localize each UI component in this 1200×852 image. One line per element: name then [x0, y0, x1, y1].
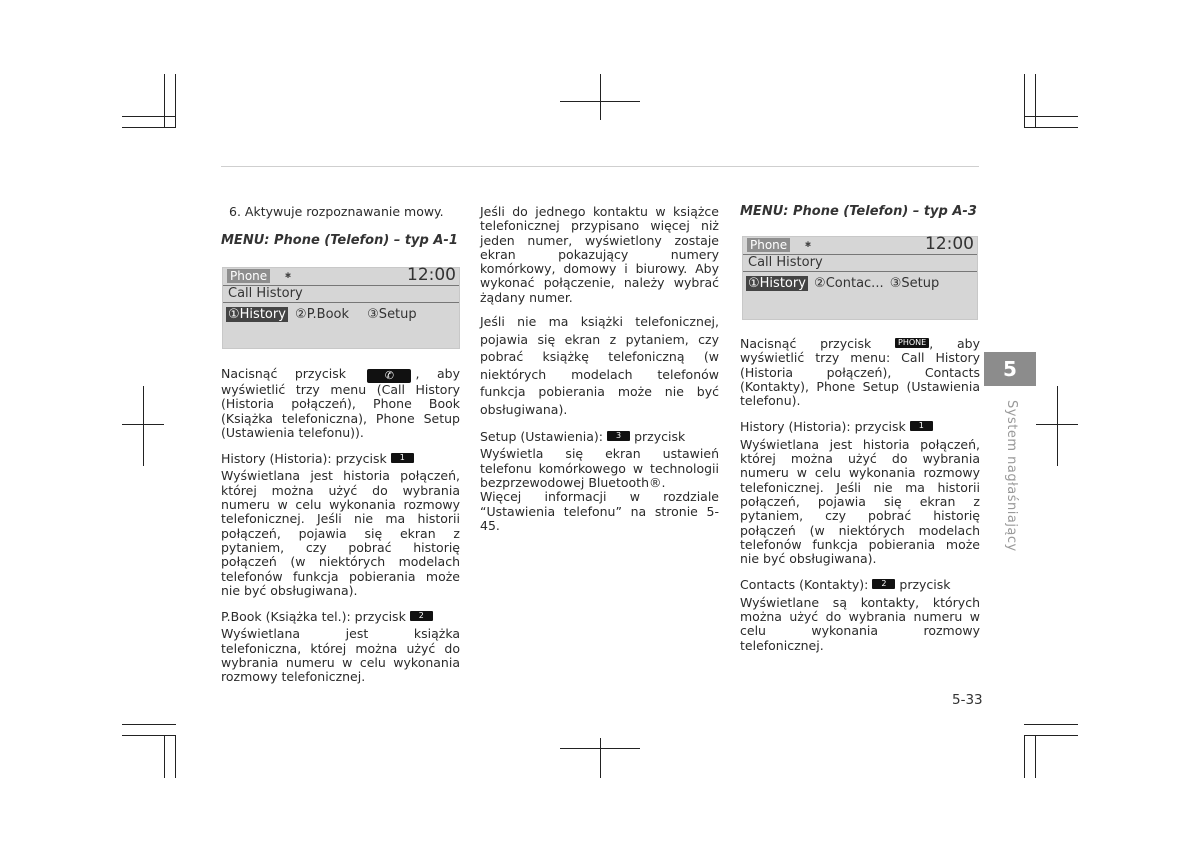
intro-paragraph: Nacisnąć przycisk PHONE , aby wyświetlić trzy menu: Call History (Historia połączeń), Contacts (Kontakty), Phone Setup (Ustawienia telefonu). [740, 336, 980, 409]
key-1-icon: 1 [910, 421, 933, 431]
setup-heading: Setup (Ustawienia): 3 przycisk [480, 429, 686, 445]
screen-menu [746, 276, 939, 291]
pbook-heading: P.Book (Książka tel.): przycisk 2 [221, 610, 460, 624]
contacts-heading: Contacts (Kontakty): 2 przycisk [740, 577, 951, 593]
phone-screen-a3 [742, 236, 978, 320]
more-info-text: Więcej informacji w rozdziale “Ustawienia telefonu” na stronie 5-45. [480, 489, 719, 533]
history-heading: History (Historia): przycisk 1 [740, 420, 980, 434]
screen-clock: 12:00 [925, 234, 974, 254]
screen-tab: Phone [747, 238, 790, 252]
pbook-text: Wyświetlana jest książka telefoniczna, której można użyć do wybrania numeru w celu wykonania rozmowy telefonicznej. [221, 626, 460, 685]
screen-clock: 12:00 [407, 265, 456, 285]
menu-contacts: ②Contac... [814, 276, 884, 291]
menu-history: ①History [228, 307, 286, 322]
phone-key-icon: PHONE [895, 338, 929, 348]
column-2 [480, 205, 719, 533]
key-1-icon: 1 [391, 453, 414, 463]
bluetooth-icon: ✱ [805, 239, 812, 250]
menu-setup: ③Setup [889, 276, 940, 291]
page-number: 5-33 [952, 692, 983, 708]
key-2-icon: 2 [872, 579, 895, 589]
step-6: 6. Aktywuje rozpoznawanie mowy. [229, 204, 444, 219]
screen-menu [226, 307, 417, 322]
phone-screen-a1 [222, 267, 460, 349]
bluetooth-icon: ✱ [285, 270, 292, 281]
screen-tab: Phone [227, 269, 270, 283]
chapter-label: System nagłaśniający [1004, 400, 1019, 552]
call-key-icon: ✆ [367, 369, 411, 383]
menu-setup: ③Setup [367, 307, 417, 322]
setup-text: Wyświetla się ekran ustawień telefonu komórkowego w technologii bezprzewodowej Bluetooth®. [480, 446, 719, 490]
no-phonebook-text: Jeśli nie ma książki telefonicznej, pojawia się ekran z pytaniem, czy pobrać książkę telefoniczną (w niektórych modelach telefonów funkcja pobierania może nie być obsługiwana). [480, 314, 719, 417]
section-title-a1: MENU: Phone (Telefon) – typ A-1 [221, 233, 458, 249]
column-1-body [221, 367, 460, 685]
section-title-a3: MENU: Phone (Telefon) – typ A-3 [740, 204, 977, 219]
history-heading: History (Historia): przycisk 1 [221, 452, 460, 466]
screen-subtitle: Call History [228, 286, 303, 301]
screen-subtitle: Call History [748, 255, 823, 270]
key-3-icon: 3 [607, 431, 630, 441]
chapter-tab: 5 [984, 352, 1036, 386]
key-2-icon: 2 [410, 611, 433, 621]
intro-paragraph: Nacisnąć przycisk ✆ , aby wyświetlić trzy menu (Call History (Historia połączeń), Phone Book (Książka telefoniczna), Phone Setup (Ustawienia telefonu)). [221, 366, 460, 440]
history-text: Wyświetlana jest historia połączeń, której można użyć do wybrania numeru w celu wykonania rozmowy telefonicznej. Jeśli nie ma historii połączeń, pojawia się ekran z pytaniem, czy pobrać historię połączeń (w niektórych modelach telefonów funkcja pobierania może nie być obsługiwana). [740, 436, 980, 567]
menu-pbook: ②P.Book [295, 307, 350, 322]
column-1 [221, 205, 460, 249]
contacts-text: Wyświetlane są kontakty, których można użyć do wybrania numeru w celu wykonania rozmowy telefonicznej. [740, 594, 980, 653]
menu-history: ①History [748, 276, 806, 291]
column-3-body [740, 337, 980, 653]
multi-number-text: Jeśli do jednego kontaktu w książce telefonicznej przypisano więcej niż jeden numer, wyświetlony zostaje ekran pokazujący numery komórkowy, domowy i biurowy. Aby wykonać połączenie, należy wybrać żądany numer. [480, 204, 719, 305]
header-rule [221, 166, 979, 167]
column-3 [740, 205, 980, 219]
history-text: Wyświetlana jest historia połączeń, której można użyć do wybrania numeru w celu wykonania rozmowy telefonicznej. Jeśli nie ma historii połączeń, pojawia się ekran z pytaniem, czy pobrać historię połączeń (w niektórych modelach telefonów funkcja pobierania może nie być obsługiwana). [221, 468, 460, 598]
